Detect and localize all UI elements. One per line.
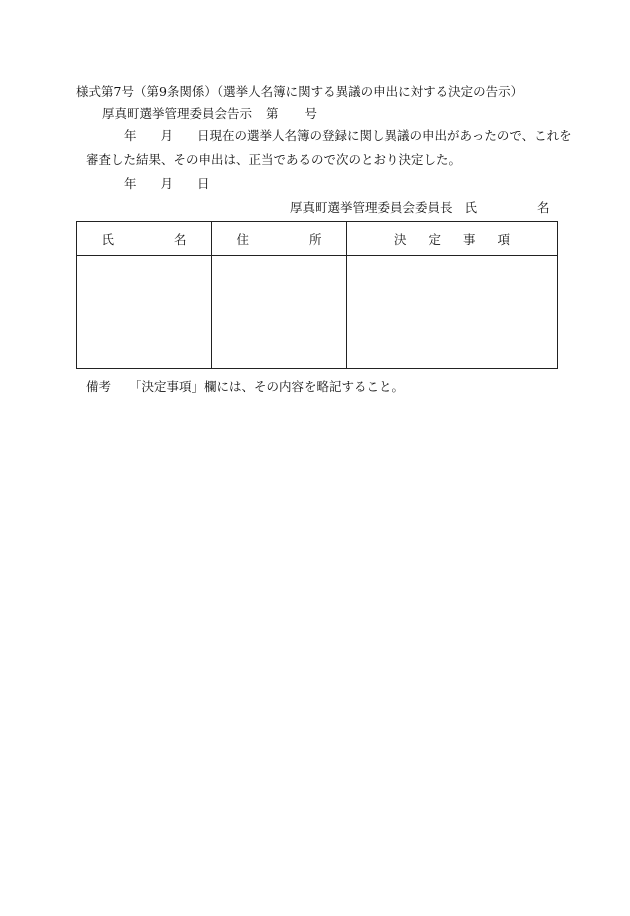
date-day: 日 [197, 176, 210, 191]
remark-text: 「決定事項」欄には、その内容を略記すること。 [129, 379, 405, 394]
notice-no-go: 号 [304, 106, 318, 121]
form-title: 様式第7号（第9条関係）（選挙人名簿に関する異議の申出に対する決定の告示） [76, 84, 524, 99]
cell-decision [347, 256, 558, 369]
table-header-row [77, 222, 558, 256]
header-name-b: 名 [174, 231, 187, 247]
notice-no-dai: 第 [266, 106, 279, 121]
header-decision-c: 事 [463, 231, 476, 247]
table-row [77, 256, 558, 369]
signer-title: 厚真町選挙管理委員会委員長 [290, 200, 453, 215]
header-name [77, 222, 212, 256]
body-rest: 日現在の選挙人名簿の登録に関し異議の申出があったので、これを [197, 128, 572, 143]
header-decision-d: 項 [497, 231, 511, 247]
cell-name [77, 256, 212, 369]
remark-line [86, 379, 404, 395]
header-decision-b: 定 [428, 231, 441, 247]
decision-table [76, 221, 558, 369]
notice-number-line [102, 106, 317, 122]
header-address-b: 所 [309, 231, 322, 247]
body-month: 月 [160, 128, 174, 143]
header-address [212, 222, 347, 256]
body-line-1 [124, 128, 572, 144]
body-line-2: 審査した結果、その申出は、正当であるので次のとおり決定した。 [86, 152, 462, 167]
signer-line [290, 200, 550, 216]
signer-name-mei: 名 [537, 200, 550, 215]
header-address-a: 住 [236, 231, 249, 247]
date-year: 年 [124, 176, 137, 191]
header-decision [347, 222, 558, 256]
date-month: 月 [160, 176, 174, 191]
body-year: 年 [124, 128, 137, 143]
header-name-a: 氏 [101, 231, 114, 247]
signer-name-shi: 氏 [464, 200, 478, 215]
date-line [124, 176, 210, 192]
cell-address [212, 256, 347, 369]
notice-prefix: 厚真町選挙管理委員会告示 [102, 106, 253, 121]
header-decision-a: 決 [393, 231, 407, 247]
remark-label: 備考 [86, 379, 112, 394]
